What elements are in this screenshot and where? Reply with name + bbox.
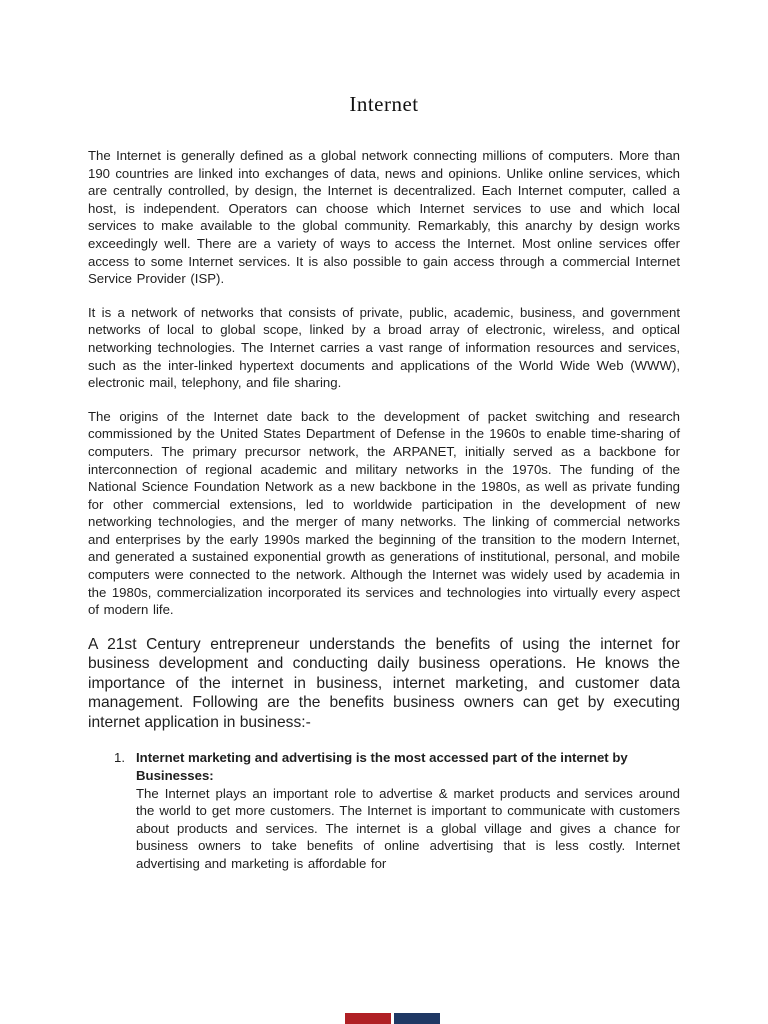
list-item-body: The Internet plays an important role to advertise & market products and services around the world to get more customers. The Internet is important to communicate with customers about products and services. The internet is a global village and gives a chance for business owners to take benefits of online advertising that is less costly. Internet advertising and marketing is affordable for <box>136 785 680 871</box>
list-item <box>114 749 680 872</box>
list-item-heading: Internet marketing and advertising is the most accessed part of the internet by Businesses: <box>136 750 628 783</box>
footer-badges <box>345 1013 440 1024</box>
document-page <box>88 92 680 873</box>
list-item-number: 1. <box>114 750 125 766</box>
paragraph-network-of-networks: It is a network of networks that consists of private, public, academic, business, and government networks of local to global scope, linked by a broad array of electronic, wireless, and optical networking technologies. The Internet carries a vast range of information resources and services, such as the inter-linked hypertext documents and applications of the World Wide Web (WWW), electronic mail, telephony, and file sharing. <box>88 304 680 391</box>
paragraph-origins: The origins of the Internet date back to the development of packet switching and research commissioned by the United States Department of Defense in the 1960s to enable time-sharing of computers. The primary precursor network, the ARPANET, initially served as a backbone for interconnection of regional academic and military networks in the 1970s. The funding of the National Science Foundation Network as a new backbone in the 1980s, as well as private funding for other commercial extensions, led to worldwide participation in the development of new networking technologies, and the merger of many networks. The linking of commercial networks and enterprises by the early 1990s marked the beginning of the transition to the modern Internet, and generated a sustained exponential growth as generations of institutional, personal, and mobile computers were connected to the network. Although the Internet was widely used by academia in the 1980s, commercialization incorporated its services and technologies into virtually every aspect of modern life. <box>88 408 680 618</box>
page-title: Internet <box>349 92 419 116</box>
paragraph-intro: The Internet is generally defined as a global network connecting millions of computers. More than 190 countries are linked into exchanges of data, news and opinions. Unlike online services, which are centrally controlled, by design, the Internet is decentralized. Each Internet computer, called a host, is independent. Operators can choose which Internet services to use and which local services to make available to the global community. Remarkably, this anarchy by design works exceedingly well. There are a variety of ways to access the Internet. Most online services offer access to some Internet services. It is also possible to gain access through a commercial Internet Service Provider (ISP). <box>88 148 680 287</box>
benefits-list <box>114 749 680 872</box>
footer-left-badge <box>345 1013 391 1024</box>
list-item-content <box>136 749 680 872</box>
paragraph-entrepreneur: A 21st Century entrepreneur understands the benefits of using the internet for business development and conducting daily business operations. He knows the importance of the internet in business, internet marketing, and customer data management. Following are the benefits business owners can get by executing internet application in business:- <box>88 635 680 731</box>
footer-right-badge <box>394 1013 440 1024</box>
